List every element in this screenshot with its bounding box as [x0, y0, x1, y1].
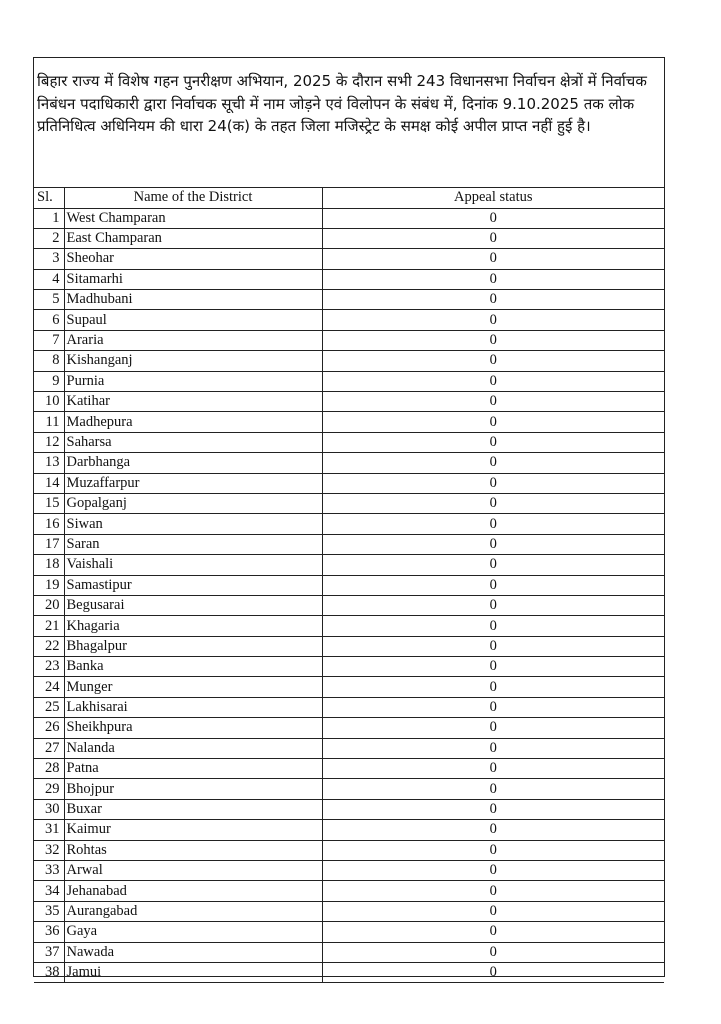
table-row — [34, 799, 664, 819]
row-sl: 28 — [34, 759, 64, 779]
table-row — [34, 371, 664, 391]
row-district: Jehanabad — [64, 881, 322, 901]
row-appeal-status: 0 — [322, 779, 664, 799]
row-appeal-status: 0 — [322, 799, 664, 819]
table-row — [34, 432, 664, 452]
row-district: Supaul — [64, 310, 322, 330]
row-district: Sheikhpura — [64, 718, 322, 738]
table-row — [34, 228, 664, 248]
row-sl: 38 — [34, 962, 64, 982]
row-appeal-status: 0 — [322, 820, 664, 840]
row-appeal-status: 0 — [322, 901, 664, 921]
row-appeal-status: 0 — [322, 330, 664, 350]
row-sl: 5 — [34, 290, 64, 310]
row-sl: 15 — [34, 493, 64, 513]
row-district: Bhagalpur — [64, 636, 322, 656]
table-row — [34, 575, 664, 595]
row-sl: 31 — [34, 820, 64, 840]
table-row — [34, 269, 664, 289]
row-district: Araria — [64, 330, 322, 350]
table-row — [34, 412, 664, 432]
row-district: Vaishali — [64, 555, 322, 575]
table-row — [34, 208, 664, 228]
row-sl: 25 — [34, 697, 64, 717]
table-row — [34, 759, 664, 779]
table-row — [34, 657, 664, 677]
row-sl: 37 — [34, 942, 64, 962]
table-row — [34, 493, 664, 513]
row-district: Bhojpur — [64, 779, 322, 799]
row-district: Patna — [64, 759, 322, 779]
table-row — [34, 901, 664, 921]
table-row — [34, 453, 664, 473]
row-district: Katihar — [64, 392, 322, 412]
row-sl: 19 — [34, 575, 64, 595]
row-district: Darbhanga — [64, 453, 322, 473]
row-appeal-status: 0 — [322, 555, 664, 575]
row-appeal-status: 0 — [322, 249, 664, 269]
row-appeal-status: 0 — [322, 595, 664, 615]
row-sl: 2 — [34, 228, 64, 248]
row-appeal-status: 0 — [322, 534, 664, 554]
table-row — [34, 310, 664, 330]
row-district: Purnia — [64, 371, 322, 391]
row-sl: 10 — [34, 392, 64, 412]
header-district: Name of the District — [64, 188, 322, 208]
table-header-row — [34, 188, 664, 208]
row-sl: 12 — [34, 432, 64, 452]
row-appeal-status: 0 — [322, 738, 664, 758]
table-row — [34, 881, 664, 901]
row-appeal-status: 0 — [322, 881, 664, 901]
row-sl: 18 — [34, 555, 64, 575]
header-appeal-status: Appeal status — [322, 188, 664, 208]
table-row — [34, 595, 664, 615]
table-row — [34, 249, 664, 269]
row-sl: 4 — [34, 269, 64, 289]
row-appeal-status: 0 — [322, 759, 664, 779]
table-row — [34, 942, 664, 962]
table-row — [34, 840, 664, 860]
row-sl: 20 — [34, 595, 64, 615]
row-appeal-status: 0 — [322, 861, 664, 881]
row-sl: 24 — [34, 677, 64, 697]
row-district: West Champaran — [64, 208, 322, 228]
row-district: Saharsa — [64, 432, 322, 452]
table-row — [34, 636, 664, 656]
row-sl: 34 — [34, 881, 64, 901]
row-appeal-status: 0 — [322, 718, 664, 738]
row-district: Sheohar — [64, 249, 322, 269]
row-district: Begusarai — [64, 595, 322, 615]
table-row — [34, 738, 664, 758]
row-district: East Champaran — [64, 228, 322, 248]
row-appeal-status: 0 — [322, 575, 664, 595]
row-appeal-status: 0 — [322, 290, 664, 310]
row-sl: 26 — [34, 718, 64, 738]
row-appeal-status: 0 — [322, 412, 664, 432]
row-sl: 29 — [34, 779, 64, 799]
row-sl: 17 — [34, 534, 64, 554]
row-appeal-status: 0 — [322, 392, 664, 412]
row-district: Jamui — [64, 962, 322, 982]
table-row — [34, 820, 664, 840]
row-sl: 23 — [34, 657, 64, 677]
row-sl: 36 — [34, 922, 64, 942]
row-sl: 14 — [34, 473, 64, 493]
row-appeal-status: 0 — [322, 269, 664, 289]
row-district: Madhepura — [64, 412, 322, 432]
row-district: Gaya — [64, 922, 322, 942]
row-sl: 11 — [34, 412, 64, 432]
row-sl: 13 — [34, 453, 64, 473]
row-sl: 6 — [34, 310, 64, 330]
row-sl: 1 — [34, 208, 64, 228]
row-district: Buxar — [64, 799, 322, 819]
row-appeal-status: 0 — [322, 840, 664, 860]
table-row — [34, 677, 664, 697]
row-appeal-status: 0 — [322, 616, 664, 636]
row-appeal-status: 0 — [322, 310, 664, 330]
table-row — [34, 616, 664, 636]
row-district: Madhubani — [64, 290, 322, 310]
notice-text: बिहार राज्य में विशेष गहन पुनरीक्षण अभियान, 2025 के दौरान सभी 243 विधानसभा निर्वाचन क्षेत्रों में निर्वाचक निबंधन पदाधिकारी द्वारा निर्वाचक सूची में नाम जोड़ने एवं विलोपन के संबंध में, दिनांक 9.10.2025 तक लोक प्रतिनिधित्व अधिनियम की धारा 24(क) के तहत जिला मजिस्ट्रेट के समक्ष कोई अपील प्राप्त नहीं हुई है। — [34, 58, 664, 188]
row-sl: 35 — [34, 901, 64, 921]
row-appeal-status: 0 — [322, 942, 664, 962]
row-district: Lakhisarai — [64, 697, 322, 717]
row-sl: 7 — [34, 330, 64, 350]
row-appeal-status: 0 — [322, 208, 664, 228]
row-appeal-status: 0 — [322, 962, 664, 982]
table-row — [34, 922, 664, 942]
row-sl: 3 — [34, 249, 64, 269]
table-row — [34, 861, 664, 881]
row-sl: 21 — [34, 616, 64, 636]
row-appeal-status: 0 — [322, 453, 664, 473]
row-district: Rohtas — [64, 840, 322, 860]
row-appeal-status: 0 — [322, 432, 664, 452]
row-district: Khagaria — [64, 616, 322, 636]
row-district: Saran — [64, 534, 322, 554]
row-appeal-status: 0 — [322, 677, 664, 697]
table-row — [34, 514, 664, 534]
appeal-status-table — [34, 188, 664, 983]
row-district: Muzaffarpur — [64, 473, 322, 493]
table-row — [34, 392, 664, 412]
table-row — [34, 779, 664, 799]
table-row — [34, 290, 664, 310]
row-appeal-status: 0 — [322, 514, 664, 534]
row-sl: 22 — [34, 636, 64, 656]
row-district: Kishanganj — [64, 351, 322, 371]
row-appeal-status: 0 — [322, 636, 664, 656]
row-sl: 9 — [34, 371, 64, 391]
table-row — [34, 962, 664, 982]
row-appeal-status: 0 — [322, 657, 664, 677]
row-district: Samastipur — [64, 575, 322, 595]
table-row — [34, 718, 664, 738]
row-sl: 16 — [34, 514, 64, 534]
row-district: Sitamarhi — [64, 269, 322, 289]
row-appeal-status: 0 — [322, 371, 664, 391]
table-row — [34, 330, 664, 350]
row-district: Kaimur — [64, 820, 322, 840]
row-sl: 8 — [34, 351, 64, 371]
row-appeal-status: 0 — [322, 493, 664, 513]
row-appeal-status: 0 — [322, 351, 664, 371]
row-sl: 27 — [34, 738, 64, 758]
table-row — [34, 697, 664, 717]
row-appeal-status: 0 — [322, 473, 664, 493]
document-page — [33, 57, 665, 981]
table-row — [34, 555, 664, 575]
row-district: Siwan — [64, 514, 322, 534]
table-row — [34, 534, 664, 554]
header-sl: Sl. — [34, 188, 64, 208]
row-district: Munger — [64, 677, 322, 697]
row-district: Nawada — [64, 942, 322, 962]
row-appeal-status: 0 — [322, 697, 664, 717]
table-row — [34, 473, 664, 493]
row-district: Nalanda — [64, 738, 322, 758]
row-sl: 33 — [34, 861, 64, 881]
row-appeal-status: 0 — [322, 922, 664, 942]
row-district: Gopalganj — [64, 493, 322, 513]
table-row — [34, 351, 664, 371]
row-district: Aurangabad — [64, 901, 322, 921]
row-district: Banka — [64, 657, 322, 677]
row-sl: 32 — [34, 840, 64, 860]
row-district: Arwal — [64, 861, 322, 881]
row-sl: 30 — [34, 799, 64, 819]
row-appeal-status: 0 — [322, 228, 664, 248]
